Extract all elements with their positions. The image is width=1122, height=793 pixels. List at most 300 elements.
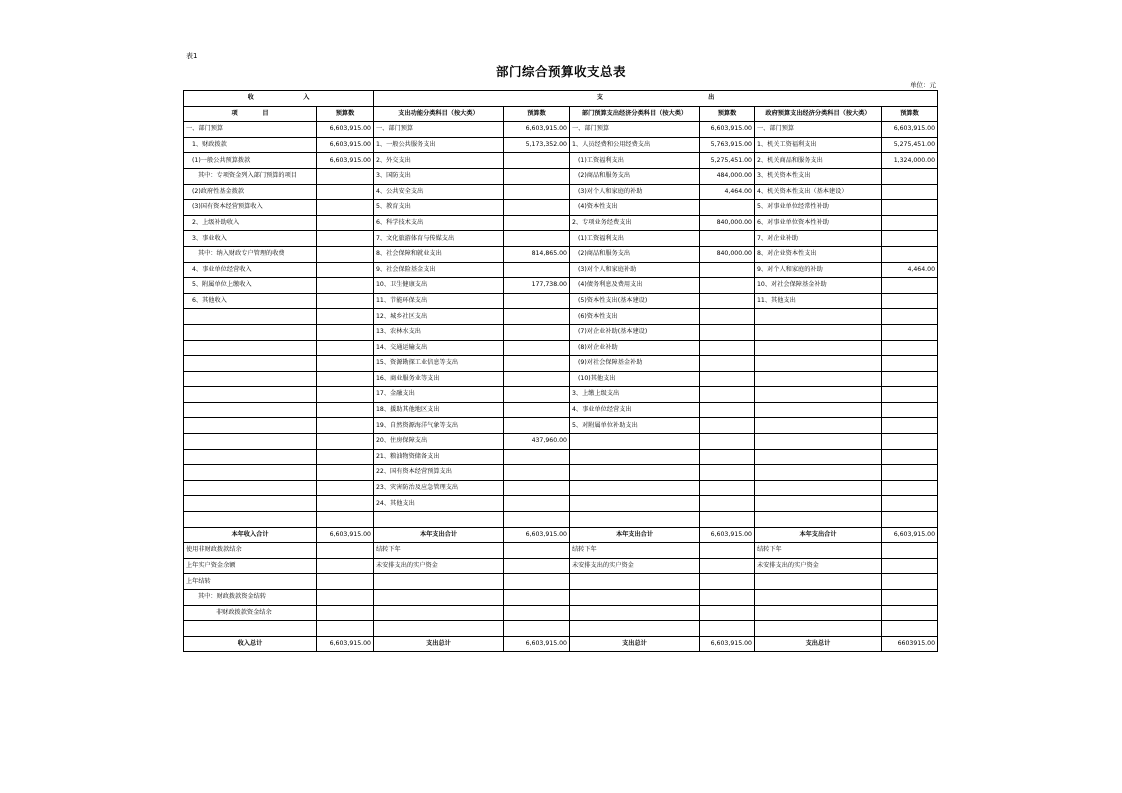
func-class-item-cell: 5、教育支出 <box>374 200 504 216</box>
func-class-budget-cell <box>504 293 570 309</box>
func-class-budget-cell <box>504 200 570 216</box>
gov-econ-budget-cell <box>882 418 938 434</box>
table-row <box>184 293 938 309</box>
gov-econ-budget-cell <box>882 387 938 403</box>
gov-econ-item-cell <box>755 590 882 606</box>
gov-econ-budget-cell <box>882 324 938 340</box>
table-row <box>184 496 938 512</box>
gov-econ-item-cell: 3、机关资本性支出 <box>755 168 882 184</box>
gov-econ-budget-cell <box>882 480 938 496</box>
income-item-cell <box>184 309 317 325</box>
dept-econ-item-cell: (3)对个人和家庭的补助 <box>570 184 700 200</box>
func-class-budget-cell <box>504 543 570 559</box>
income-budget-cell <box>317 465 374 481</box>
form-number: 表1 <box>186 52 198 60</box>
dept-econ-item-cell: (8)对企业补助 <box>570 340 700 356</box>
dept-econ-budget-cell <box>700 293 755 309</box>
dept-econ-budget-cell <box>700 200 755 216</box>
func-class-budget-cell: 437,960.00 <box>504 434 570 450</box>
table-row <box>184 200 938 216</box>
income-item-cell: 4、事业单位经营收入 <box>184 262 317 278</box>
func-class-item-cell: 4、公共安全支出 <box>374 184 504 200</box>
gov-econ-budget-cell: 4,464.00 <box>882 262 938 278</box>
func-class-item-cell: 21、粮油物资储备支出 <box>374 449 504 465</box>
table-row <box>184 137 938 153</box>
dept-econ-item-cell <box>570 590 700 606</box>
dept-econ-budget-cell <box>700 512 755 528</box>
income-budget-cell: 6,603,915.00 <box>317 137 374 153</box>
gov-econ-item-cell: 2、机关商品和服务支出 <box>755 153 882 169</box>
gov-econ-item-cell: 5、对事业单位经常性补助 <box>755 200 882 216</box>
budget-column-header: 预算数 <box>700 106 755 122</box>
func-class-budget-cell <box>504 465 570 481</box>
table-row <box>184 122 938 138</box>
dept-econ-item-cell: (2)商品和服务支出 <box>570 246 700 262</box>
func-class-budget-cell <box>504 574 570 590</box>
func-class-item-cell: 9、社会保险基金支出 <box>374 262 504 278</box>
dept-econ-item-cell <box>570 480 700 496</box>
func-class-item-cell: 22、国有资本经营预算支出 <box>374 465 504 481</box>
dept-econ-item-cell <box>570 512 700 528</box>
func-class-item-cell <box>374 605 504 621</box>
income-item-cell <box>184 418 317 434</box>
gov-econ-budget-cell <box>882 449 938 465</box>
income-budget-cell <box>317 246 374 262</box>
table-row <box>184 402 938 418</box>
func-class-budget-cell <box>504 184 570 200</box>
dept-econ-item-cell: 1、人员经费和公用经费支出 <box>570 137 700 153</box>
func-class-budget-cell <box>504 418 570 434</box>
func-class-item-cell: 16、商业服务业等支出 <box>374 371 504 387</box>
income-budget-cell: 6,603,915.00 <box>317 122 374 138</box>
dept-econ-budget-cell <box>700 621 755 637</box>
table-row <box>184 465 938 481</box>
gov-econ-budget-cell <box>882 402 938 418</box>
table-row <box>184 215 938 231</box>
gov-econ-budget-cell <box>882 200 938 216</box>
table-row <box>184 558 938 574</box>
budget-column-header: 预算数 <box>317 106 374 122</box>
gov-econ-item-cell <box>755 449 882 465</box>
dept-econ-item-cell: (1)工资福利支出 <box>570 153 700 169</box>
grand-total-row <box>184 636 938 652</box>
gov-econ-item-cell <box>755 340 882 356</box>
income-budget-cell: 6,603,915.00 <box>317 636 374 652</box>
func-class-item-cell: 18、援助其他地区支出 <box>374 402 504 418</box>
gov-econ-item-cell <box>755 512 882 528</box>
func-class-item-cell: 10、卫生健康支出 <box>374 278 504 294</box>
func-class-item-cell <box>374 590 504 606</box>
func-class-column-header: 支出功能分类科目（按大类） <box>374 106 504 122</box>
func-class-item-cell <box>374 574 504 590</box>
gov-econ-budget-cell <box>882 465 938 481</box>
func-class-budget-cell: 6,603,915.00 <box>504 122 570 138</box>
gov-econ-item-cell <box>755 371 882 387</box>
income-budget-cell <box>317 293 374 309</box>
income-budget-cell <box>317 480 374 496</box>
func-class-item-cell: 12、城乡社区支出 <box>374 309 504 325</box>
income-budget-cell <box>317 496 374 512</box>
header-row-columns <box>184 106 938 122</box>
income-item-cell: 3、事业收入 <box>184 231 317 247</box>
dept-econ-budget-cell: 484,000.00 <box>700 168 755 184</box>
gov-econ-budget-cell <box>882 574 938 590</box>
table-row <box>184 387 938 403</box>
dept-econ-item-cell: (6)资本性支出 <box>570 309 700 325</box>
dept-econ-budget-cell <box>700 340 755 356</box>
income-item-cell <box>184 402 317 418</box>
gov-econ-budget-cell <box>882 309 938 325</box>
func-class-item-cell: 13、农林水支出 <box>374 324 504 340</box>
item-column-header: 项 目 <box>184 106 317 122</box>
gov-econ-budget-cell <box>882 293 938 309</box>
gov-econ-budget-cell <box>882 590 938 606</box>
table-row <box>184 574 938 590</box>
income-budget-cell <box>317 309 374 325</box>
gov-econ-item-cell <box>755 402 882 418</box>
dept-econ-item-cell <box>570 605 700 621</box>
gov-econ-item-cell <box>755 605 882 621</box>
func-class-budget-cell <box>504 449 570 465</box>
gov-econ-item-cell <box>755 356 882 372</box>
income-item-cell <box>184 496 317 512</box>
dept-econ-budget-cell: 840,000.00 <box>700 215 755 231</box>
income-item-cell: 非财政拨款资金结余 <box>184 605 317 621</box>
income-budget-cell <box>317 590 374 606</box>
gov-econ-item-cell <box>755 621 882 637</box>
gov-econ-item-cell <box>755 465 882 481</box>
func-class-budget-cell <box>504 512 570 528</box>
func-class-item-cell: 未安排支出的实户资金 <box>374 558 504 574</box>
dept-econ-item-cell: 4、事业单位经营支出 <box>570 402 700 418</box>
gov-econ-item-cell <box>755 574 882 590</box>
dept-econ-item-cell: 3、上缴上级支出 <box>570 387 700 403</box>
table-row <box>184 184 938 200</box>
gov-econ-item-cell: 11、其他支出 <box>755 293 882 309</box>
func-class-budget-cell <box>504 402 570 418</box>
table-row <box>184 153 938 169</box>
income-budget-cell <box>317 215 374 231</box>
dept-econ-budget-cell <box>700 543 755 559</box>
gov-econ-item-cell: 一、部门预算 <box>755 122 882 138</box>
budget-column-header: 预算数 <box>504 106 570 122</box>
income-item-cell: 上年实户资金余额 <box>184 558 317 574</box>
income-budget-cell <box>317 371 374 387</box>
income-budget-cell <box>317 356 374 372</box>
income-budget-cell <box>317 387 374 403</box>
dept-econ-item-cell: (7)对企业补助(基本建设) <box>570 324 700 340</box>
func-class-budget-cell <box>504 356 570 372</box>
func-class-budget-cell: 6,603,915.00 <box>504 636 570 652</box>
gov-econ-budget-cell <box>882 168 938 184</box>
table-row <box>184 278 938 294</box>
income-budget-cell <box>317 324 374 340</box>
table-row <box>184 418 938 434</box>
table-row <box>184 434 938 450</box>
expense-header: 支 出 <box>374 91 938 107</box>
income-budget-cell <box>317 434 374 450</box>
table-row <box>184 356 938 372</box>
dept-econ-budget-cell <box>700 278 755 294</box>
func-class-item-cell: 1、一般公共服务支出 <box>374 137 504 153</box>
func-class-budget-cell <box>504 168 570 184</box>
dept-econ-budget-cell <box>700 480 755 496</box>
income-item-cell: 6、其他收入 <box>184 293 317 309</box>
func-class-item-cell: 本年支出合计 <box>374 527 504 543</box>
income-budget-cell <box>317 449 374 465</box>
dept-econ-budget-cell <box>700 356 755 372</box>
gov-econ-budget-cell <box>882 543 938 559</box>
income-budget-cell <box>317 278 374 294</box>
dept-econ-item-cell: (2)商品和服务支出 <box>570 168 700 184</box>
income-item-cell <box>184 356 317 372</box>
gov-econ-budget-cell <box>882 371 938 387</box>
income-budget-cell <box>317 340 374 356</box>
table-row <box>184 371 938 387</box>
dept-econ-item-cell: 5、对附属单位补助支出 <box>570 418 700 434</box>
dept-econ-item-cell <box>570 449 700 465</box>
table-row <box>184 168 938 184</box>
dept-econ-budget-cell: 5,763,915.00 <box>700 137 755 153</box>
total-row <box>184 527 938 543</box>
func-class-item-cell: 17、金融支出 <box>374 387 504 403</box>
func-class-budget-cell <box>504 387 570 403</box>
gov-econ-item-cell <box>755 418 882 434</box>
income-item-cell: (3)国有资本经营预算收入 <box>184 200 317 216</box>
dept-econ-budget-cell <box>700 371 755 387</box>
func-class-budget-cell <box>504 605 570 621</box>
func-class-item-cell: 19、自然资源海洋气象等支出 <box>374 418 504 434</box>
income-budget-cell <box>317 200 374 216</box>
func-class-budget-cell: 5,173,352.00 <box>504 137 570 153</box>
gov-econ-budget-cell <box>882 558 938 574</box>
func-class-item-cell: 支出总计 <box>374 636 504 652</box>
income-item-cell: 其中：纳入财政专户管理的收费 <box>184 246 317 262</box>
func-class-item-cell: 一、部门预算 <box>374 122 504 138</box>
gov-econ-item-cell: 8、对企业资本性支出 <box>755 246 882 262</box>
gov-econ-budget-cell <box>882 340 938 356</box>
gov-econ-item-cell: 10、对社会保障基金补助 <box>755 278 882 294</box>
gov-econ-item-cell <box>755 387 882 403</box>
func-class-budget-cell <box>504 496 570 512</box>
dept-econ-budget-cell <box>700 418 755 434</box>
gov-econ-item-cell <box>755 480 882 496</box>
func-class-item-cell: 14、交通运输支出 <box>374 340 504 356</box>
dept-econ-budget-cell <box>700 465 755 481</box>
table-row <box>184 262 938 278</box>
dept-econ-item-cell <box>570 465 700 481</box>
income-item-cell: (1)一般公共预算拨款 <box>184 153 317 169</box>
func-class-item-cell: 15、资源勘探工业信息等支出 <box>374 356 504 372</box>
income-item-cell <box>184 512 317 528</box>
income-item-cell <box>184 324 317 340</box>
func-class-item-cell: 11、节能环保支出 <box>374 293 504 309</box>
income-item-cell: 一、部门预算 <box>184 122 317 138</box>
gov-econ-budget-cell <box>882 434 938 450</box>
gov-econ-item-cell: 7、对企业补助 <box>755 231 882 247</box>
table-row <box>184 480 938 496</box>
func-class-budget-cell <box>504 371 570 387</box>
income-budget-cell <box>317 402 374 418</box>
gov-econ-item-cell: 1、机关工资福利支出 <box>755 137 882 153</box>
gov-econ-budget-cell: 5,275,451.00 <box>882 137 938 153</box>
dept-econ-item-cell <box>570 574 700 590</box>
func-class-budget-cell <box>504 153 570 169</box>
income-item-cell: (2)政府性基金拨款 <box>184 184 317 200</box>
gov-econ-budget-cell <box>882 356 938 372</box>
dept-econ-item-cell: (3)对个人和家庭补助 <box>570 262 700 278</box>
income-budget-cell <box>317 262 374 278</box>
income-item-cell: 上年结转 <box>184 574 317 590</box>
table-row <box>184 590 938 606</box>
gov-econ-budget-cell <box>882 605 938 621</box>
dept-econ-item-cell: 2、专项业务经费支出 <box>570 215 700 231</box>
budget-column-header: 预算数 <box>882 106 938 122</box>
dept-econ-item-cell <box>570 621 700 637</box>
gov-econ-budget-cell <box>882 215 938 231</box>
unit-label: 单位：元 <box>910 81 936 89</box>
func-class-budget-cell <box>504 309 570 325</box>
income-item-cell <box>184 465 317 481</box>
income-item-cell: 使用非财政拨款结余 <box>184 543 317 559</box>
table-row <box>184 543 938 559</box>
dept-econ-budget-cell <box>700 309 755 325</box>
gov-econ-budget-cell: 1,324,000.00 <box>882 153 938 169</box>
income-budget-cell <box>317 231 374 247</box>
dept-econ-class-column-header: 部门预算支出经济分类科目（按大类） <box>570 106 700 122</box>
func-class-item-cell: 8、社会保障和就业支出 <box>374 246 504 262</box>
func-class-budget-cell <box>504 262 570 278</box>
dept-econ-budget-cell <box>700 574 755 590</box>
table-row <box>184 246 938 262</box>
dept-econ-budget-cell <box>700 605 755 621</box>
dept-econ-item-cell: (1)工资福利支出 <box>570 231 700 247</box>
income-item-cell <box>184 449 317 465</box>
gov-econ-budget-cell <box>882 246 938 262</box>
gov-econ-budget-cell <box>882 231 938 247</box>
dept-econ-budget-cell: 840,000.00 <box>700 246 755 262</box>
gov-econ-item-cell <box>755 324 882 340</box>
func-class-item-cell: 结转下年 <box>374 543 504 559</box>
income-budget-cell <box>317 184 374 200</box>
gov-econ-budget-cell <box>882 496 938 512</box>
dept-econ-budget-cell: 6,603,915.00 <box>700 527 755 543</box>
dept-econ-budget-cell <box>700 231 755 247</box>
gov-econ-item-cell: 本年支出合计 <box>755 527 882 543</box>
func-class-budget-cell <box>504 231 570 247</box>
dept-econ-item-cell: 支出总计 <box>570 636 700 652</box>
income-item-cell: 其中：专项资金列入部门预算的项目 <box>184 168 317 184</box>
func-class-item-cell: 24、其他支出 <box>374 496 504 512</box>
income-budget-cell: 6,603,915.00 <box>317 153 374 169</box>
page-title: 部门综合预算收支总表 <box>495 64 626 79</box>
dept-econ-budget-cell: 6,603,915.00 <box>700 636 755 652</box>
dept-econ-item-cell: (4)资本性支出 <box>570 200 700 216</box>
income-item-cell <box>184 434 317 450</box>
dept-econ-budget-cell <box>700 262 755 278</box>
table-row <box>184 309 938 325</box>
dept-econ-item-cell: (10)其他支出 <box>570 371 700 387</box>
income-budget-cell <box>317 512 374 528</box>
gov-econ-budget-cell <box>882 184 938 200</box>
dept-econ-budget-cell: 5,275,451.00 <box>700 153 755 169</box>
dept-econ-budget-cell: 4,464.00 <box>700 184 755 200</box>
income-budget-cell <box>317 621 374 637</box>
dept-econ-budget-cell <box>700 449 755 465</box>
gov-econ-item-cell <box>755 309 882 325</box>
table-row <box>184 512 938 528</box>
gov-econ-item-cell: 结转下年 <box>755 543 882 559</box>
header-row-top <box>184 91 938 107</box>
income-budget-cell <box>317 168 374 184</box>
table-row <box>184 324 938 340</box>
income-item-cell: 其中：财政拨款资金结转 <box>184 590 317 606</box>
gov-econ-item-cell <box>755 496 882 512</box>
dept-econ-budget-cell <box>700 558 755 574</box>
income-item-cell <box>184 387 317 403</box>
gov-econ-budget-cell <box>882 278 938 294</box>
gov-econ-item-cell: 未安排支出的实户资金 <box>755 558 882 574</box>
func-class-budget-cell <box>504 480 570 496</box>
income-item-cell <box>184 480 317 496</box>
table-row <box>184 231 938 247</box>
gov-econ-class-column-header: 政府预算支出经济分类科目（按大类） <box>755 106 882 122</box>
income-budget-cell <box>317 543 374 559</box>
income-item-cell: 收入总计 <box>184 636 317 652</box>
func-class-item-cell: 3、国防支出 <box>374 168 504 184</box>
dept-econ-budget-cell <box>700 434 755 450</box>
income-budget-cell: 6,603,915.00 <box>317 527 374 543</box>
dept-econ-item-cell: 未安排支出的实户资金 <box>570 558 700 574</box>
func-class-budget-cell: 177,738.00 <box>504 278 570 294</box>
income-item-cell: 5、附属单位上缴收入 <box>184 278 317 294</box>
dept-econ-budget-cell <box>700 402 755 418</box>
func-class-item-cell <box>374 621 504 637</box>
table-row <box>184 605 938 621</box>
func-class-budget-cell <box>504 215 570 231</box>
dept-econ-budget-cell <box>700 590 755 606</box>
income-item-cell <box>184 340 317 356</box>
func-class-item-cell: 6、科学技术支出 <box>374 215 504 231</box>
dept-econ-item-cell: 结转下年 <box>570 543 700 559</box>
income-header: 收 入 <box>184 91 374 107</box>
budget-summary-table <box>183 90 938 652</box>
income-item-cell: 本年收入合计 <box>184 527 317 543</box>
func-class-budget-cell <box>504 324 570 340</box>
gov-econ-budget-cell: 6,603,915.00 <box>882 122 938 138</box>
dept-econ-item-cell <box>570 496 700 512</box>
gov-econ-item-cell: 4、机关资本性支出（基本建设） <box>755 184 882 200</box>
income-item-cell <box>184 371 317 387</box>
table-row <box>184 621 938 637</box>
table-row <box>184 449 938 465</box>
gov-econ-budget-cell <box>882 621 938 637</box>
func-class-item-cell: 20、住房保障支出 <box>374 434 504 450</box>
func-class-budget-cell: 6,603,915.00 <box>504 527 570 543</box>
dept-econ-item-cell: (5)资本性支出(基本建设) <box>570 293 700 309</box>
dept-econ-budget-cell <box>700 387 755 403</box>
dept-econ-item-cell: (4)债务利息及费用支出 <box>570 278 700 294</box>
income-budget-cell <box>317 558 374 574</box>
func-class-item-cell: 2、外交支出 <box>374 153 504 169</box>
income-item-cell: 2、上级补助收入 <box>184 215 317 231</box>
func-class-budget-cell <box>504 340 570 356</box>
income-budget-cell <box>317 418 374 434</box>
dept-econ-budget-cell <box>700 324 755 340</box>
func-class-item-cell: 7、文化旅游体育与传媒支出 <box>374 231 504 247</box>
func-class-budget-cell <box>504 558 570 574</box>
func-class-budget-cell <box>504 590 570 606</box>
